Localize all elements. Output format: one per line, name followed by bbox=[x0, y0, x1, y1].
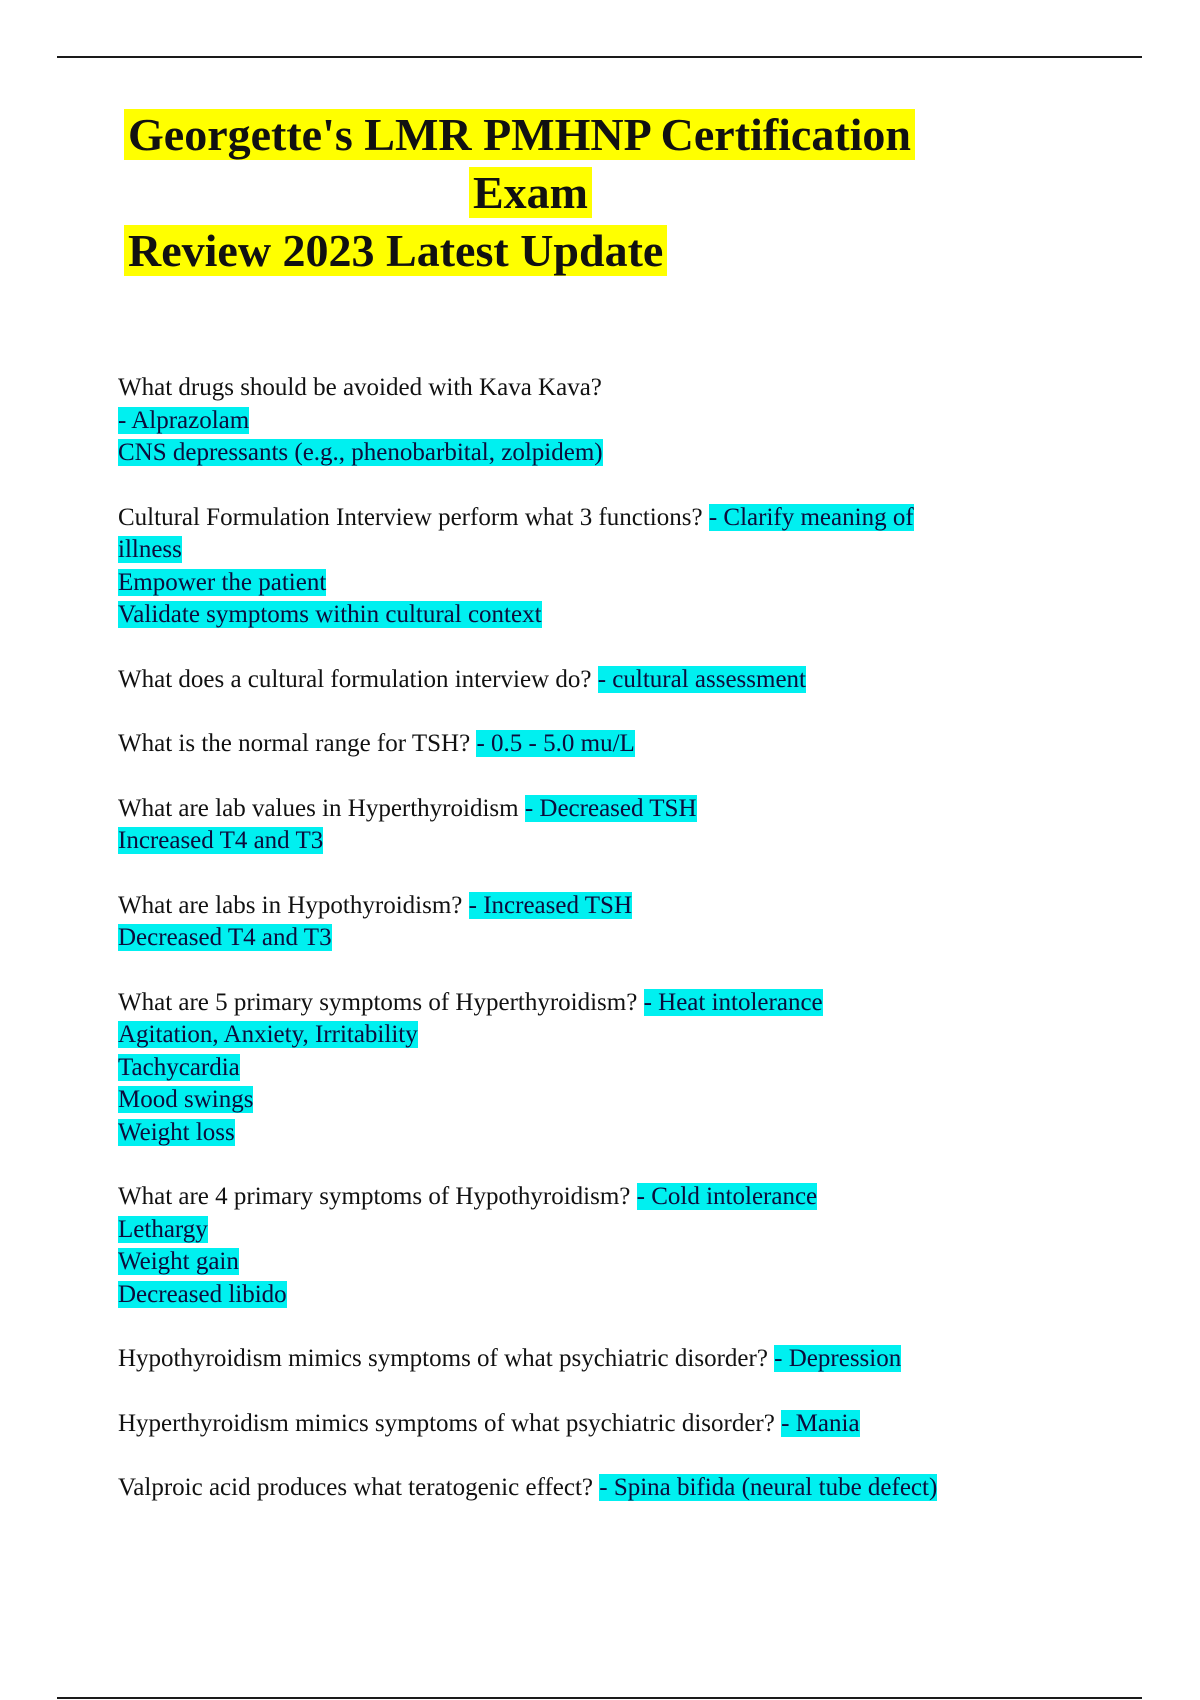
answer-text: - Decreased TSH bbox=[524, 794, 697, 822]
top-rule bbox=[57, 56, 1142, 58]
qa-item bbox=[118, 890, 1038, 955]
answer-line bbox=[118, 437, 1038, 470]
answer-text: Mood swings bbox=[118, 1086, 254, 1113]
qa-item bbox=[118, 1408, 1038, 1441]
question-text: What are 4 primary symptoms of Hypothyroidism? bbox=[118, 1183, 637, 1210]
answer-text: CNS depressants (e.g., phenobarbital, zolpidem) bbox=[118, 439, 603, 466]
answer-text: - Clarify meaning of bbox=[708, 503, 914, 531]
qa-item bbox=[118, 1472, 1038, 1505]
qa-first-line bbox=[118, 1181, 1038, 1214]
answer-text: Decreased T4 and T3 bbox=[118, 924, 332, 951]
answer-line bbox=[118, 1117, 1038, 1150]
qa-first-line bbox=[118, 502, 1038, 535]
question-text: Hyperthyroidism mimics symptoms of what psychiatric disorder? bbox=[118, 1409, 782, 1437]
answer-line bbox=[118, 1246, 1038, 1279]
answer-line bbox=[118, 599, 1038, 632]
qa-first-line bbox=[118, 890, 1038, 923]
answer-text: - Alprazolam bbox=[118, 406, 250, 434]
question-text: Cultural Formulation Interview perform what 3 functions? bbox=[118, 503, 709, 531]
qa-item bbox=[118, 372, 1038, 470]
question-text: What are labs in Hypothyroidism? bbox=[118, 891, 469, 919]
answer-text: Tachycardia bbox=[118, 1053, 240, 1081]
qa-first-line bbox=[118, 1408, 1038, 1441]
answer-line bbox=[118, 1019, 1038, 1052]
answer-text: Lethargy bbox=[118, 1215, 208, 1243]
answer-line bbox=[118, 534, 1038, 567]
question-text: What is the normal range for TSH? bbox=[118, 730, 477, 757]
answer-line bbox=[118, 567, 1038, 600]
answer-line bbox=[118, 825, 1038, 858]
title-line-2: Exam bbox=[469, 167, 592, 218]
answer-line bbox=[118, 1214, 1038, 1247]
qa-item bbox=[118, 1343, 1038, 1376]
answer-text: - Cold intolerance bbox=[636, 1183, 818, 1210]
question-text: Valproic acid produces what teratogenic effect? bbox=[118, 1474, 600, 1501]
answer-line bbox=[118, 1279, 1038, 1312]
qa-first-line bbox=[118, 987, 1038, 1020]
question-text: What drugs should be avoided with Kava Kava? bbox=[118, 374, 602, 401]
bottom-rule bbox=[57, 1697, 1142, 1699]
document-title bbox=[124, 106, 1024, 280]
qa-item bbox=[118, 987, 1038, 1150]
question-answer-list bbox=[118, 372, 1038, 1537]
qa-item bbox=[118, 793, 1038, 858]
answer-text: - Heat intolerance bbox=[643, 988, 823, 1016]
answer-text: Weight loss bbox=[118, 1118, 235, 1146]
answer-text: - Mania bbox=[781, 1409, 860, 1437]
answer-line bbox=[118, 1052, 1038, 1085]
answer-text: illness bbox=[118, 536, 182, 563]
answer-text: - cultural assessment bbox=[597, 665, 806, 693]
answer-text: Empower the patient bbox=[118, 568, 327, 596]
qa-first-line bbox=[118, 664, 1038, 697]
qa-item bbox=[118, 1181, 1038, 1311]
question-text: What does a cultural formulation interview do? bbox=[118, 665, 598, 693]
title-line-3: Review 2023 Latest Update bbox=[124, 225, 667, 276]
title-line-1: Georgette's LMR PMHNP Certification bbox=[124, 109, 915, 160]
answer-text: Weight gain bbox=[118, 1248, 239, 1275]
answer-line bbox=[118, 405, 1038, 438]
qa-item bbox=[118, 728, 1038, 761]
question-text: What are 5 primary symptoms of Hyperthyroidism? bbox=[118, 988, 644, 1016]
answer-text: Validate symptoms within cultural context bbox=[118, 601, 542, 628]
answer-text: - Increased TSH bbox=[468, 891, 632, 919]
qa-first-line bbox=[118, 793, 1038, 826]
qa-first-line bbox=[118, 1343, 1038, 1376]
answer-text: - Depression bbox=[774, 1345, 902, 1372]
question-text: What are lab values in Hyperthyroidism bbox=[118, 794, 525, 822]
qa-first-line bbox=[118, 1472, 1038, 1505]
qa-first-line bbox=[118, 728, 1038, 761]
qa-first-line bbox=[118, 372, 1038, 405]
answer-text: Agitation, Anxiety, Irritability bbox=[118, 1021, 418, 1048]
qa-item bbox=[118, 502, 1038, 632]
answer-line bbox=[118, 1084, 1038, 1117]
answer-text: - Spina bifida (neural tube defect) bbox=[599, 1474, 938, 1501]
answer-line bbox=[118, 922, 1038, 955]
answer-text: Increased T4 and T3 bbox=[118, 827, 324, 854]
answer-text: - 0.5 - 5.0 mu/L bbox=[476, 730, 635, 757]
qa-item bbox=[118, 664, 1038, 697]
answer-text: Decreased libido bbox=[118, 1280, 287, 1308]
question-text: Hypothyroidism mimics symptoms of what psychiatric disorder? bbox=[118, 1345, 775, 1372]
